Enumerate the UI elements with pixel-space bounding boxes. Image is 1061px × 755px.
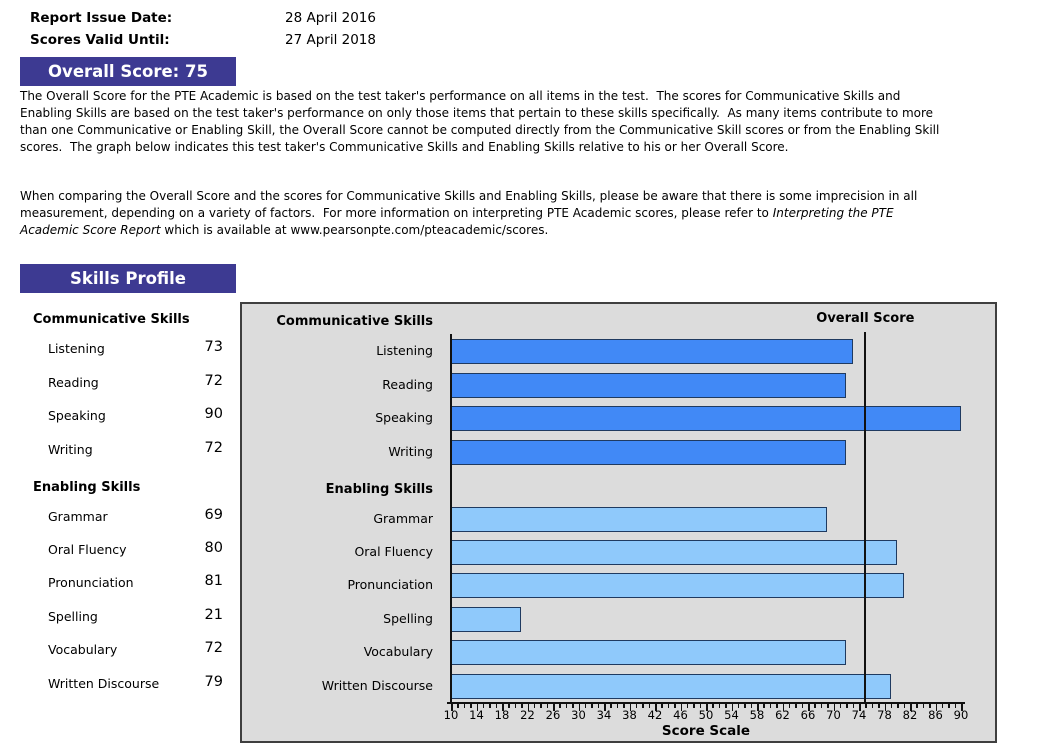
- chart-row-label-written-discourse: Written Discourse: [321, 678, 433, 693]
- axis-tick-label: 46: [673, 708, 688, 722]
- axis-tick: [483, 704, 485, 708]
- chart-bar-vocabulary: [451, 640, 846, 665]
- axis-tick-label: 62: [775, 708, 790, 722]
- axis-tick-label: 70: [826, 708, 841, 722]
- skills-profile-chart: [240, 302, 997, 743]
- axis-tick: [916, 704, 918, 708]
- axis-tick: [508, 704, 510, 708]
- chart-row-label-writing: Writing: [388, 444, 433, 459]
- axis-tick-label: 86: [928, 708, 943, 722]
- paragraph-overall-description: The Overall Score for the PTE Academic is based on the test taker's performance on all items in the test. The scores for Communicative Skills and Enabling Skills are based on the test taker's performance on only those items that pertain to these skills specifically. As many items contribute to more than one Communicative or Enabling Skill, the Overall Score cannot be computed directly from the Communicative Skill scores or from the Enabling Skill scores. The graph below indicates this test taker's Communicative Skills and Enabling Skills relative to his or her Overall Score.: [20, 89, 944, 154]
- skill-score-speaking: 90: [204, 406, 223, 422]
- overall-score-badge: Overall Score: 75: [20, 57, 236, 86]
- skill-score-written-discourse: 79: [204, 674, 223, 690]
- chart-bar-writing: [451, 440, 846, 465]
- axis-tick: [789, 704, 791, 708]
- chart-bar-spelling: [451, 607, 521, 632]
- skill-label-oral-fluency: Oral Fluency: [48, 542, 127, 557]
- chart-row-label-pronunciation: Pronunciation: [347, 577, 433, 592]
- skill-label-vocabulary: Vocabulary: [48, 642, 118, 657]
- axis-tick: [942, 704, 944, 708]
- overall-score-marker-label: Overall Score: [816, 311, 915, 326]
- chart-bar-speaking: [451, 406, 961, 431]
- axis-tick-label: 18: [494, 708, 510, 722]
- axis-tick-label: 66: [800, 708, 816, 722]
- axis-tick: [840, 704, 842, 708]
- axis-tick: [585, 704, 587, 708]
- chart-bar-written-discourse: [451, 674, 891, 699]
- axis-tick-label: 78: [877, 708, 892, 722]
- skills-group-header-enabling-skills: Enabling Skills: [33, 480, 141, 495]
- scores-valid-until-label: Scores Valid Until:: [30, 32, 170, 48]
- skill-score-reading: 72: [204, 373, 223, 389]
- skill-label-reading: Reading: [48, 375, 99, 390]
- skills-score-list: [0, 0, 240, 755]
- axis-tick-label: 82: [902, 708, 918, 722]
- chart-row-label-reading: Reading: [382, 377, 433, 392]
- chart-bar-pronunciation: [451, 573, 904, 598]
- skill-label-pronunciation: Pronunciation: [48, 575, 134, 590]
- paragraph-comparison-text: When comparing the Overall Score and the scores for Communicative Skills and Enabling Skills, please be aware that there is some imprecision in all measurement, depending on a variety of factors. For more information on interpreting PTE Academic scores, please refer to: [20, 189, 922, 220]
- skill-score-grammar: 69: [204, 507, 223, 523]
- axis-tick-label: 26: [545, 708, 561, 722]
- report-title-italic: Interpreting the PTE Academic Score Report: [20, 206, 898, 237]
- skill-score-writing: 72: [204, 440, 223, 456]
- axis-tick: [891, 704, 893, 708]
- chart-row-label-spelling: Spelling: [383, 611, 433, 626]
- chart-group-header-communicative-skills: Communicative Skills: [276, 314, 433, 329]
- skill-label-spelling: Spelling: [48, 609, 98, 624]
- scores-valid-until-value: 27 April 2018: [285, 32, 376, 48]
- skill-score-vocabulary: 72: [204, 640, 223, 656]
- chart-bar-oral-fluency: [451, 540, 897, 565]
- chart-row-label-oral-fluency: Oral Fluency: [354, 544, 433, 559]
- axis-tick: [763, 704, 765, 708]
- report-issue-date-value: 28 April 2016: [285, 10, 376, 26]
- chart-row-label-speaking: Speaking: [375, 410, 433, 425]
- axis-tick: [865, 704, 867, 708]
- chart-row-label-listening: Listening: [376, 343, 433, 358]
- skills-profile-badge: Skills Profile: [20, 264, 236, 293]
- axis-tick-label: 14: [469, 708, 484, 722]
- axis-tick-label: 50: [698, 708, 714, 722]
- chart-bar-grammar: [451, 507, 827, 532]
- chart-row-label-grammar: Grammar: [373, 511, 433, 526]
- report-issue-date-label: Report Issue Date:: [30, 10, 173, 26]
- axis-tick-label: 54: [724, 708, 739, 722]
- axis-tick-label: 30: [571, 708, 586, 722]
- axis-tick: [559, 704, 561, 708]
- axis-tick-label: 38: [622, 708, 637, 722]
- axis-tick: [661, 704, 663, 708]
- skill-score-listening: 73: [204, 339, 223, 355]
- axis-tick-label: 74: [851, 708, 867, 722]
- axis-tick-label: 10: [443, 708, 459, 722]
- axis-tick: [687, 704, 689, 708]
- skill-label-written-discourse: Written Discourse: [48, 676, 160, 691]
- paragraph-availability-text: which is available at www.pearsonpte.com/pteacademic/scores.: [160, 223, 549, 237]
- axis-tick-label: 90: [953, 708, 969, 722]
- axis-tick: [457, 704, 459, 708]
- axis-tick: [712, 704, 714, 708]
- axis-tick-label: 58: [749, 708, 765, 722]
- axis-tick-label: 34: [596, 708, 612, 722]
- chart-baseline: [450, 334, 452, 702]
- chart-bar-reading: [451, 373, 846, 398]
- skill-score-oral-fluency: 80: [204, 540, 223, 556]
- skill-score-spelling: 21: [204, 607, 223, 623]
- chart-row-label-vocabulary: Vocabulary: [363, 644, 433, 659]
- skill-label-writing: Writing: [48, 442, 93, 457]
- score-scale-axis-title: Score Scale: [661, 723, 751, 739]
- axis-tick: [814, 704, 816, 708]
- skill-label-listening: Listening: [48, 341, 105, 356]
- axis-tick-label: 22: [520, 708, 535, 722]
- skill-label-grammar: Grammar: [48, 509, 108, 524]
- axis-tick-label: 42: [647, 708, 663, 722]
- skills-group-header-communicative-skills: Communicative Skills: [33, 312, 190, 327]
- overall-score-marker-line: [864, 332, 866, 702]
- axis-tick: [636, 704, 638, 708]
- skill-score-pronunciation: 81: [204, 573, 223, 589]
- axis-tick: [738, 704, 740, 708]
- axis-tick: [610, 704, 612, 708]
- chart-bar-listening: [451, 339, 853, 364]
- axis-tick: [534, 704, 536, 708]
- skill-label-speaking: Speaking: [48, 408, 106, 423]
- chart-group-header-enabling-skills: Enabling Skills: [325, 482, 433, 497]
